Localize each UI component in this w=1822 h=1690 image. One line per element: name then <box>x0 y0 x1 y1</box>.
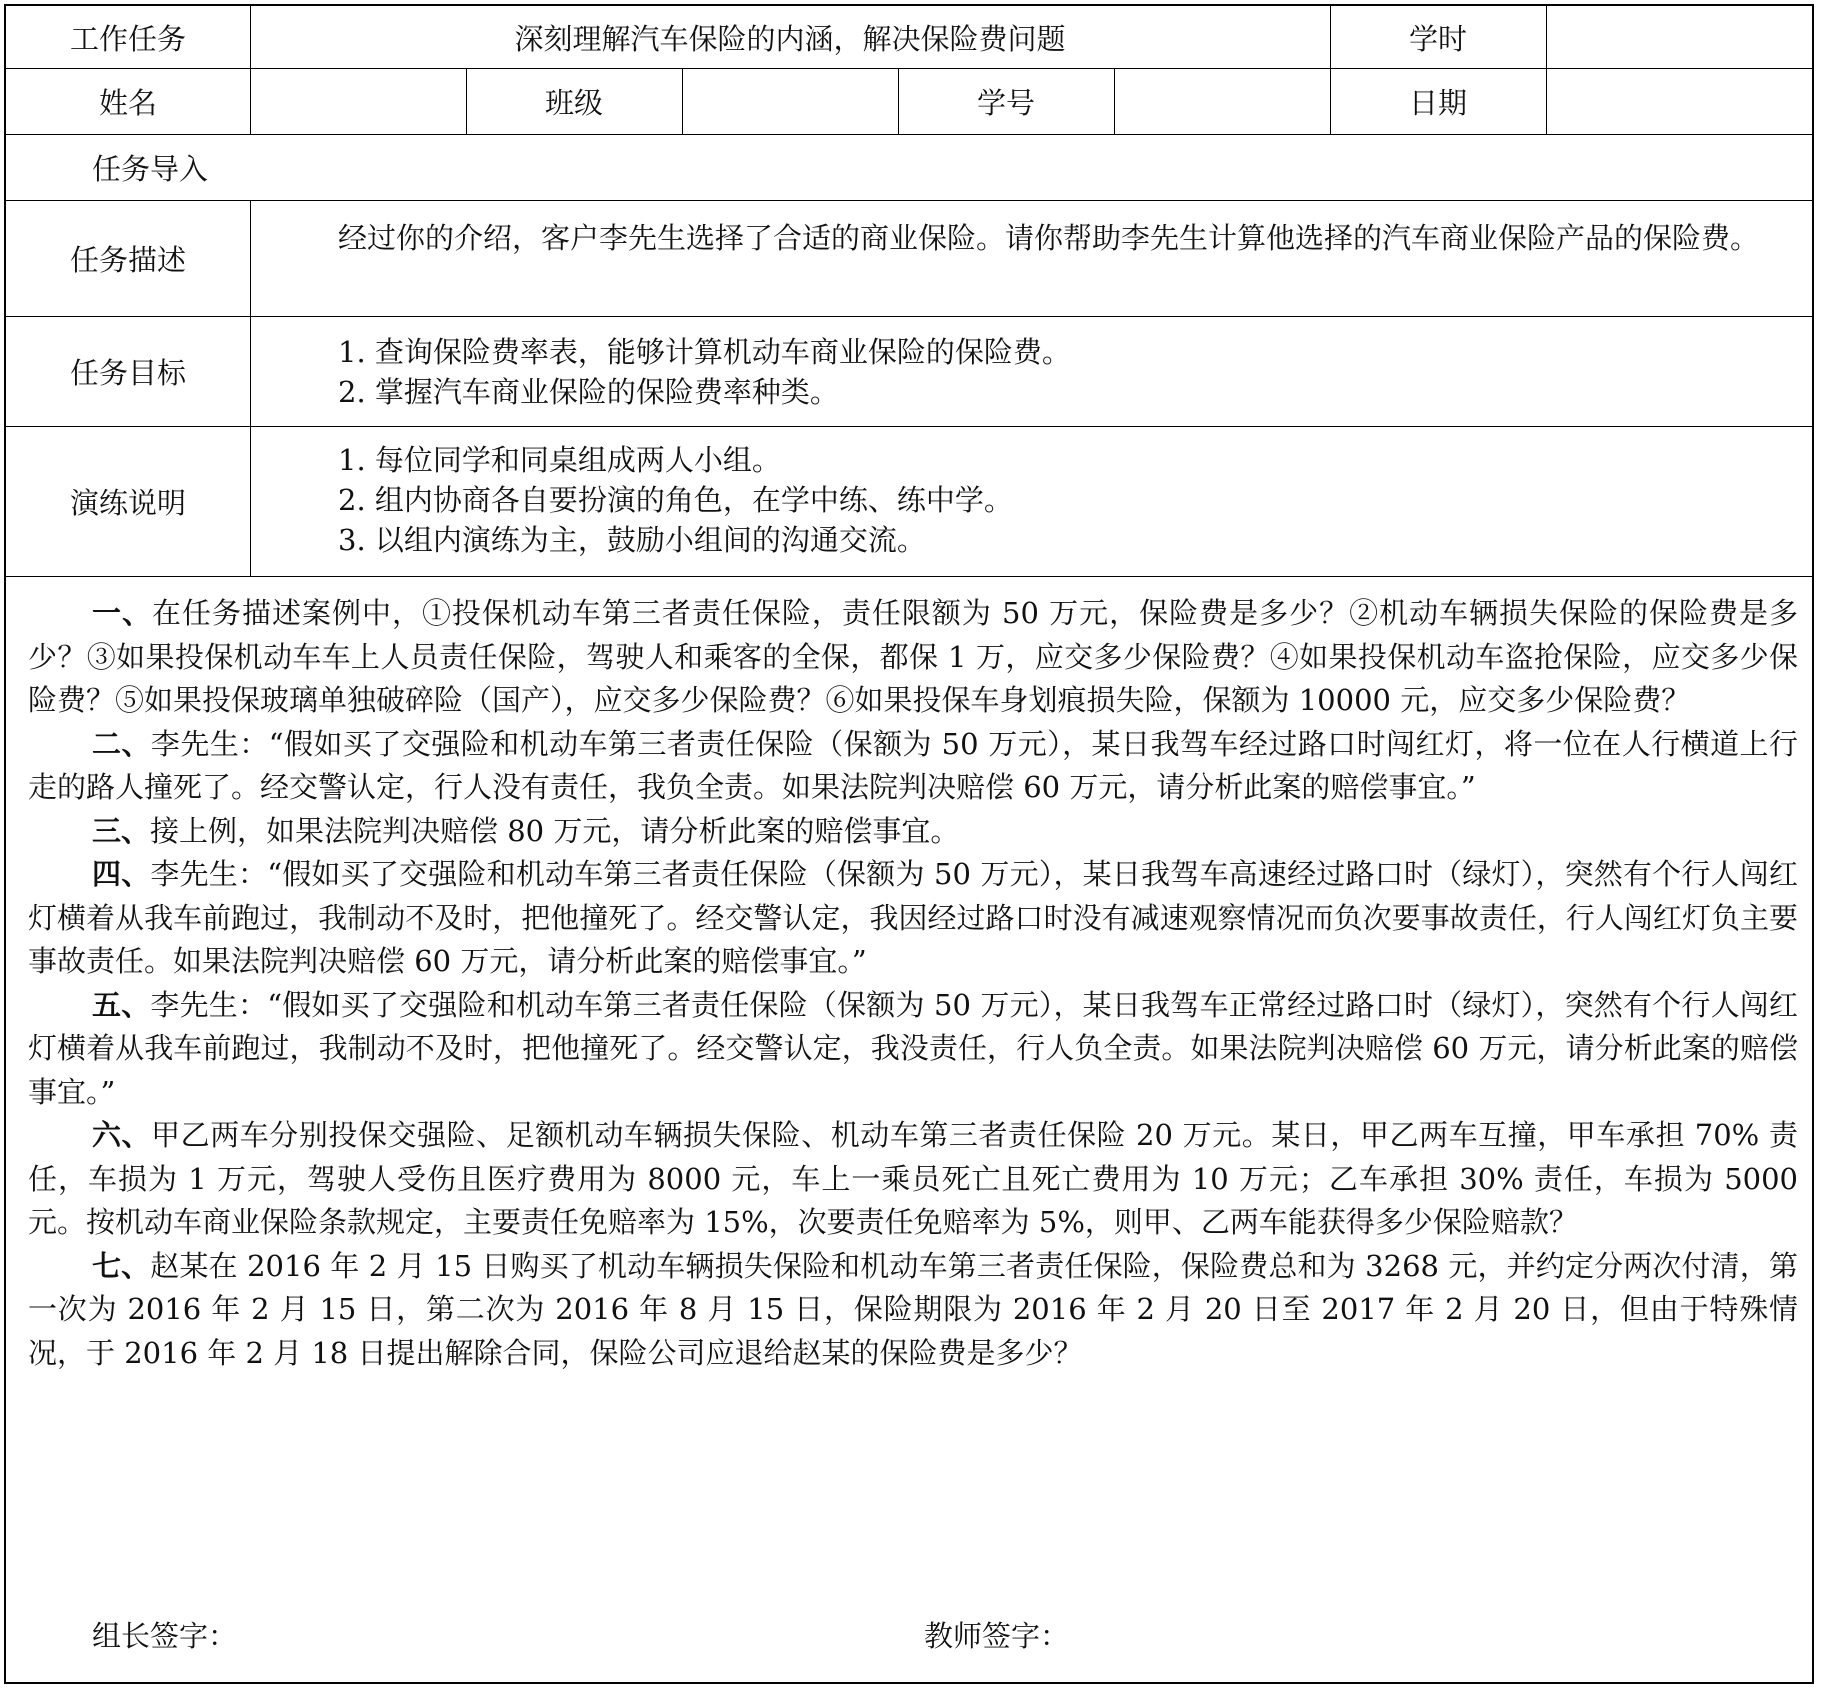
task-title: 深刻理解汽车保险的内涵，解决保险费问题 <box>514 21 1066 56</box>
question-item <box>28 1245 1798 1376</box>
intro-label: 任务导入 <box>92 151 209 186</box>
leader-signature-label: 组长签字： <box>92 1619 238 1653</box>
task-label: 工作任务 <box>69 21 186 56</box>
question-text: 甲乙两车分别投保交强险、足额机动车辆损失保险、机动车第三者责任保险 20 万元。某日，甲乙两车互撞，甲车承担 70% 责任，车损为 1 万元，驾驶人受伤且医疗费用为 8000 元，车上一乘员死亡且死亡费用为 10 万元；乙车承担 30% 责任，车损为 5000 元。按机动车商业保险条款规定，主要责任免赔率为 15%，次要责任免赔率为 5%，则甲、乙两车能获得多少保险赔款？ <box>28 1118 1798 1239</box>
date-label: 日期 <box>1408 85 1467 120</box>
col-divider <box>250 200 251 576</box>
id-label: 学号 <box>976 85 1035 120</box>
teacher-signature-label: 教师签字： <box>924 1619 1070 1653</box>
goal-item: 2. 掌握汽车商业保险的保险费率种类。 <box>338 375 839 409</box>
question-number: 三、 <box>92 813 151 848</box>
hours-label: 学时 <box>1408 21 1467 56</box>
goal-item: 1. 查询保险费率表，能够计算机动车商业保险的保险费。 <box>338 335 1071 369</box>
question-number: 七、 <box>92 1248 151 1283</box>
date-field[interactable] <box>1546 68 1812 134</box>
practice-item: 3. 以组内演练为主，鼓励小组间的沟通交流。 <box>338 523 926 557</box>
hours-value-field[interactable] <box>1546 6 1812 68</box>
question-number: 六、 <box>92 1118 152 1152</box>
question-item <box>28 723 1798 810</box>
class-field[interactable] <box>682 68 898 134</box>
name-label: 姓名 <box>98 85 157 120</box>
question-item <box>28 810 1798 854</box>
practice-item: 1. 每位同学和同桌组成两人小组。 <box>338 443 781 477</box>
question-text: 李先生：“假如买了交强险和机动车第三者责任保险（保额为 50 万元），某日我驾车高速经过路口时（绿灯），突然有个行人闯红灯横着从我车前跑过，我制动不及时，把他撞死了。经交警认定，我因经过路口时没有减速观察情况而负次要事故责任，行人闯红灯负主要事故责任。如果法院判决赔偿 60 万元，请分析此案的赔偿事宜。” <box>28 857 1798 978</box>
question-item <box>28 1114 1798 1245</box>
row-divider <box>6 576 1812 577</box>
question-item <box>28 853 1798 984</box>
class-label: 班级 <box>544 85 603 120</box>
row-divider <box>6 316 1812 317</box>
practice-item: 2. 组内协商各自要扮演的角色，在学中练、练中学。 <box>338 483 1013 517</box>
description-label: 任务描述 <box>69 242 186 277</box>
question-number: 一、 <box>92 596 152 630</box>
questions-block <box>28 592 1798 1375</box>
question-item <box>28 984 1798 1115</box>
question-text: 接上例，如果法院判决赔偿 80 万元，请分析此案的赔偿事宜。 <box>150 813 960 848</box>
practice-label: 演练说明 <box>69 485 186 520</box>
description-text: 经过你的介绍，客户李先生选择了合适的商业保险。请你帮助李先生计算他选择的汽车商业保险产品的保险费。 <box>338 221 1760 255</box>
row-divider <box>6 200 1812 201</box>
question-number: 五、 <box>92 987 151 1022</box>
question-text: 在任务描述案例中，①投保机动车第三者责任保险，责任限额为 50 万元，保险费是多少？②机动车辆损失保险的保险费是多少？③如果投保机动车车上人员责任保险，驾驶人和乘客的全保，都保 1 万，应交多少保险费？④如果投保机动车盗抢保险，应交多少保险费？⑤如果投保玻璃单独破碎险（国产），应交多少保险费？⑥如果投保车身划痕损失险，保额为 10000 元，应交多少保险费？ <box>28 596 1798 717</box>
question-text: 李先生：“假如买了交强险和机动车第三者责任保险（保额为 50 万元），某日我驾车经过路口时闯红灯，将一位在人行横道上行走的路人撞死了。经交警认定，行人没有责任，我负全责。如果法院判决赔偿 60 万元，请分析此案的赔偿事宜。” <box>28 726 1798 804</box>
question-number: 二、 <box>92 726 151 761</box>
question-number: 四、 <box>92 857 151 891</box>
question-text: 赵某在 2016 年 2 月 15 日购买了机动车辆损失保险和机动车第三者责任保险，保险费总和为 3268 元，并约定分两次付清，第一次为 2016 年 2 月 15 日，第二次为 2016 年 8 月 15 日，保险期限为 2016 年 2 月 20 日至 2017 年 2 月 20 日，但由于特殊情况，于 2016 年 2 月 18 日提出解除合同，保险公司应退给赵某的保险费是多少？ <box>28 1248 1798 1370</box>
name-field[interactable] <box>250 68 466 134</box>
task-sheet <box>4 4 1814 1684</box>
goals-label: 任务目标 <box>69 355 186 390</box>
question-item <box>28 592 1798 723</box>
goals-list <box>338 332 1798 412</box>
practice-list <box>338 440 1798 560</box>
id-field[interactable] <box>1114 68 1330 134</box>
question-text: 李先生：“假如买了交强险和机动车第三者责任保险（保额为 50 万元），某日我驾车正常经过路口时（绿灯），突然有个行人闯红灯横着从我车前跑过，我制动不及时，把他撞死了。经交警认定，我没责任，行人负全责。如果法院判决赔偿 60 万元，请分析此案的赔偿事宜。” <box>28 987 1798 1109</box>
row-divider <box>6 426 1812 427</box>
